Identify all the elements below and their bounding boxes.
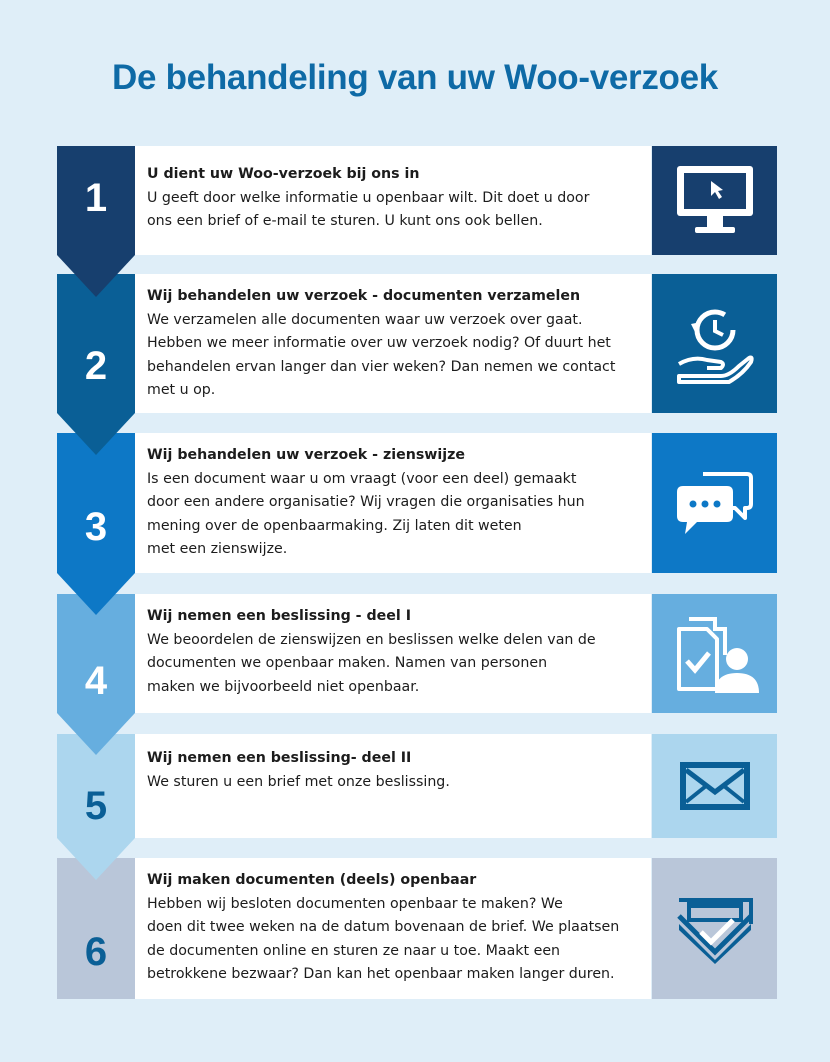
step-heading: Wij nemen een beslissing- deel II <box>147 750 412 766</box>
chat-bubbles-icon <box>652 433 777 573</box>
step-body: Hebben wij besloten documenten openbaar te maken? We doen dit twee weken na de datum bovenaan de brief. We plaatsen de documenten online en sturen ze naar u toe. Maakt een betrokkene bezwaar? Dan kan het openbaar maken langer duren. <box>147 895 620 982</box>
step-card-4 <box>135 594 651 713</box>
step-body: We sturen u een brief met onze beslissing. <box>147 773 450 790</box>
step-card-2 <box>135 274 651 413</box>
step-body: We verzamelen alle documenten waar uw verzoek over gaat. Hebben we meer informatie over uw verzoek nodig? Of duurt het behandelen ervan langer dan vier weken? Dan nemen we contact met u op. <box>147 311 616 398</box>
step-number-6: 6 <box>84 930 108 974</box>
step-body: Is een document waar u om vraagt (voor een deel) gemaakt door een andere organisatie? Wij vragen die organisaties hun mening over de openbaarmaking. Zij laten dit weten met een zienswijze. <box>147 470 585 557</box>
step-heading: Wij maken documenten (deels) openbaar <box>147 872 477 888</box>
computer-monitor-icon <box>652 146 777 255</box>
hand-clock-icon <box>652 274 777 413</box>
step-body: U geeft door welke informatie u openbaar wilt. Dit doet u door ons een brief of e-mail te sturen. U kunt ons ook bellen. <box>147 189 590 229</box>
step-body: We beoordelen de zienswijzen en beslissen welke delen van de documenten we openbaar maken. Namen van personen maken we bijvoorbeeld niet openbaar. <box>147 631 596 695</box>
step-card-6 <box>135 858 651 999</box>
step-card-3 <box>135 433 651 573</box>
step-heading: Wij nemen een beslissing - deel I <box>147 608 411 624</box>
step-card-1 <box>135 146 651 255</box>
step-heading: U dient uw Woo-verzoek bij ons in <box>147 166 420 182</box>
step-heading: Wij behandelen uw verzoek - documenten verzamelen <box>147 288 581 304</box>
step-number-2: 2 <box>84 344 108 388</box>
step-number-3: 3 <box>84 505 108 549</box>
step-number-5: 5 <box>84 784 108 828</box>
step-number-1: 1 <box>84 176 108 220</box>
document-person-icon <box>652 594 777 713</box>
step-card-5 <box>135 734 651 838</box>
step-number-4: 4 <box>84 659 108 703</box>
page-title: De behandeling van uw Woo-verzoek <box>112 58 718 97</box>
envelope-icon <box>652 734 777 838</box>
step-heading: Wij behandelen uw verzoek - zienswijze <box>147 447 466 463</box>
open-envelope-check-icon <box>652 858 777 999</box>
